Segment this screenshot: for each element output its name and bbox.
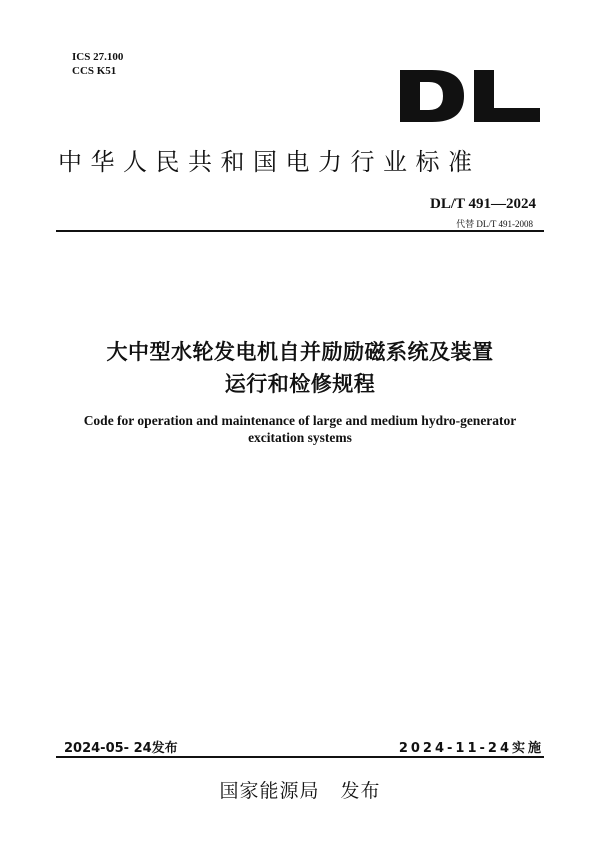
title-cn-line1: 大中型水轮发电机自并励励磁系统及装置 (106, 340, 494, 364)
footer-divider (56, 756, 544, 758)
dl-logo (398, 68, 542, 124)
implement-date: 2024-11-24实施 (398, 741, 544, 756)
issuing-authority: 国家能源局 发布 (219, 780, 381, 802)
standard-number: DL/T 491—2024 (430, 196, 536, 212)
classification-codes (72, 50, 123, 78)
replaces-note: 代替 DL/T 491-2008 (456, 219, 533, 229)
publish-date: 2024-05- 24发布 (64, 741, 178, 756)
title-cn-line2: 运行和检修规程 (224, 372, 376, 396)
ics-code: ICS 27.100 (72, 51, 124, 63)
title-en-line2: excitation systems (248, 430, 352, 445)
title-en-line1: Code for operation and maintenance of large and medium hydro-generator (83, 413, 517, 428)
standard-category: 中华人民共和国电力行业标准 (58, 148, 481, 176)
ccs-code: CCS K51 (72, 65, 117, 77)
header-divider (56, 230, 544, 232)
